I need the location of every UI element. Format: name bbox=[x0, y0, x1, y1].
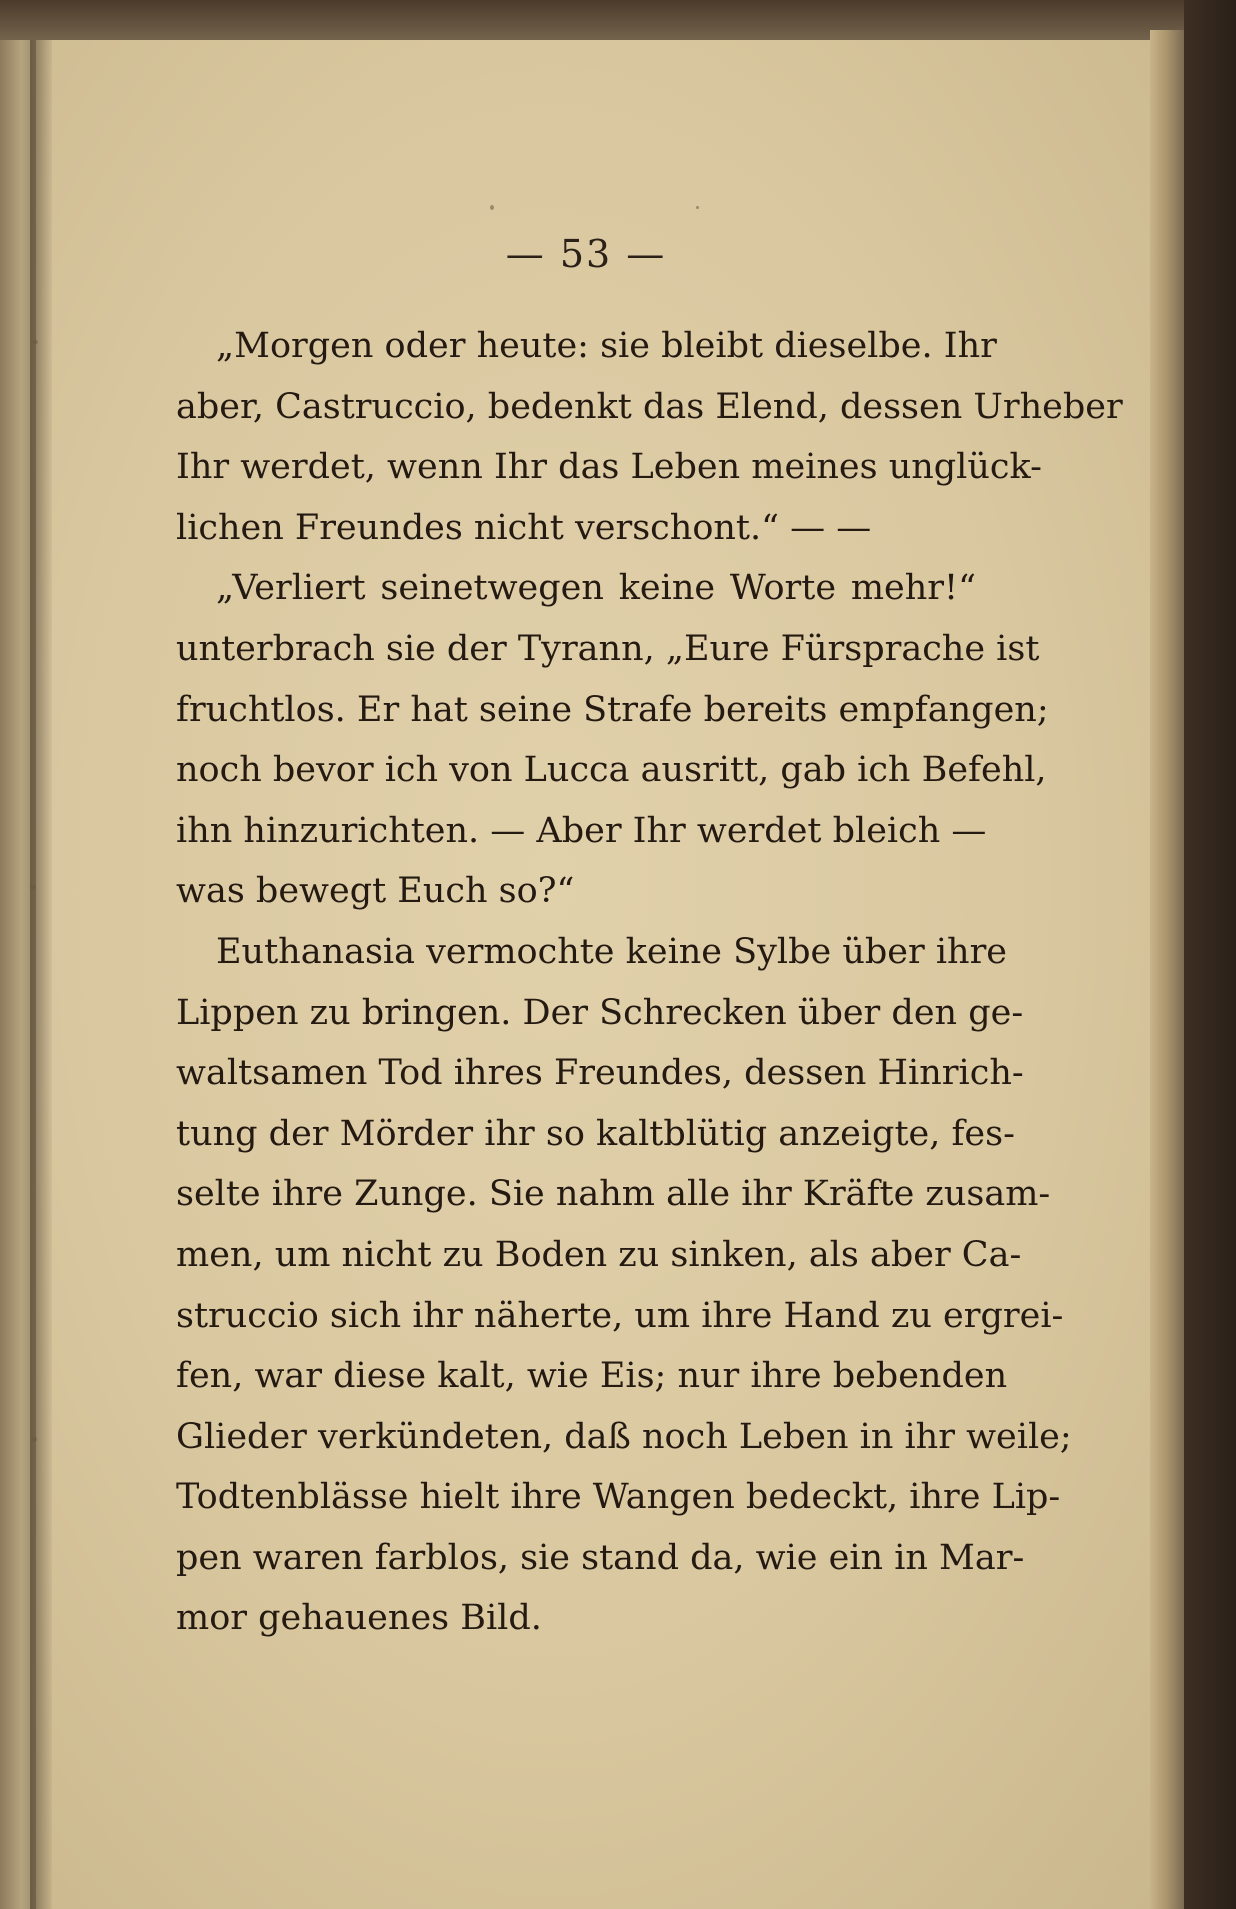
text-line: fen, war diese kalt, wie Eis; nur ihre bebenden bbox=[176, 1356, 1008, 1397]
text-line: Glieder verkündeten, daß noch Leben in ihr weile; bbox=[176, 1416, 1072, 1457]
text-line: ihn hinzurichten. — Aber Ihr werdet bleich — bbox=[176, 810, 987, 851]
binding-shadow bbox=[30, 40, 52, 1909]
text-line: unterbrach sie der Tyrann, „Eure Fürsprache ist bbox=[176, 628, 1040, 669]
text-line: Lippen zu bringen. Der Schrecken über den ge- bbox=[176, 992, 1024, 1033]
body-text bbox=[176, 316, 1123, 1649]
text-line: mor gehauenes Bild. bbox=[176, 1598, 542, 1639]
text-line: aber, Castruccio, bedenkt das Elend, dessen Urheber bbox=[176, 386, 1123, 427]
book-cover-edge bbox=[1184, 0, 1236, 1909]
text-line: lichen Freundes nicht verschont.“ — — bbox=[176, 507, 872, 548]
text-line: „Morgen oder heute: sie bleibt dieselbe. Ihr bbox=[216, 326, 997, 366]
text-line: selte ihre Zunge. Sie nahm alle ihr Kräfte zusam- bbox=[176, 1174, 1051, 1215]
text-line: Ihr werdet, wenn Ihr das Leben meines unglück- bbox=[176, 447, 1042, 488]
text-line: Todtenblässe hielt ihre Wangen bedeckt, ihre Lip- bbox=[176, 1477, 1061, 1518]
text-line: men, um nicht zu Boden zu sinken, als aber Ca- bbox=[176, 1234, 1022, 1275]
text-line: was bewegt Euch so?“ bbox=[176, 871, 575, 912]
text-line: „Verliert seinetwegen keine Worte mehr!“ bbox=[216, 568, 976, 609]
text-line: pen waren farblos, sie stand da, wie ein in Mar- bbox=[176, 1537, 1025, 1578]
text-line: struccio sich ihr näherte, um ihre Hand zu ergrei- bbox=[176, 1295, 1064, 1336]
page-number: — 53 — bbox=[505, 232, 667, 276]
text-line: fruchtlos. Er hat seine Strafe bereits empfangen; bbox=[176, 689, 1049, 730]
text-line: tung der Mörder ihr so kaltblütig anzeigte, fes- bbox=[176, 1113, 1015, 1154]
text-line: waltsamen Tod ihres Freundes, dessen Hinrich- bbox=[176, 1053, 1024, 1094]
page-stack-edge bbox=[1150, 30, 1184, 1909]
text-line: Euthanasia vermochte keine Sylbe über ihre bbox=[216, 931, 1008, 972]
text-line: noch bevor ich von Lucca ausritt, gab ich Befehl, bbox=[176, 750, 1047, 791]
